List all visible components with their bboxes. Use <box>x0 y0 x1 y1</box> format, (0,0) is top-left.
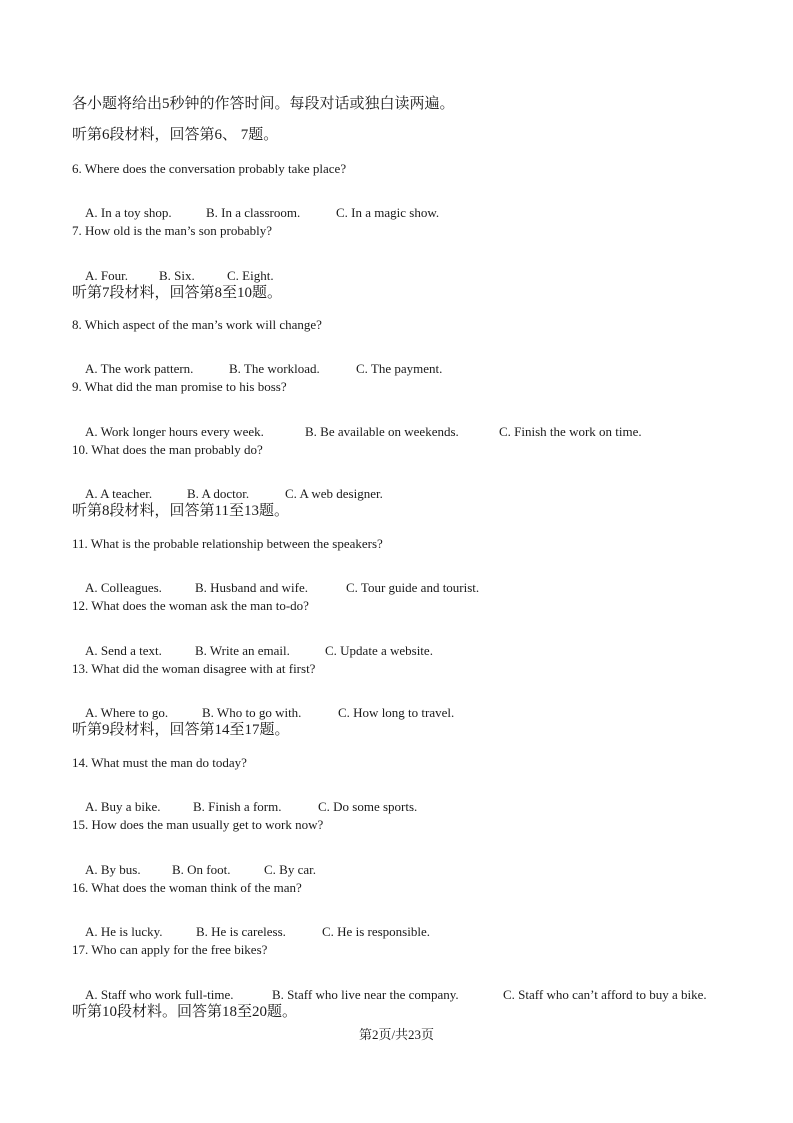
option-c: C. He is responsible. <box>322 924 430 939</box>
option-b: B. Write an email. <box>195 643 290 658</box>
option-a: A. Buy a bike. <box>85 799 161 814</box>
section-heading: 听第7段材料，回答第8至10题。 <box>72 285 283 301</box>
question: 12. What does the woman ask the man to-do? <box>72 598 309 613</box>
question: 10. What does the man probably do? <box>72 442 263 457</box>
option-c: C. In a magic show. <box>336 205 440 220</box>
option-b: B. Husband and wife. <box>195 580 309 595</box>
question: 17. Who can apply for the free bikes? <box>72 942 268 957</box>
option-a: A. Four. <box>85 268 128 283</box>
question: 7. How old is the man’s son probably? <box>72 223 273 238</box>
option-a: A. The work pattern. <box>85 361 194 376</box>
option-c: C. Tour guide and tourist. <box>346 580 480 595</box>
option-a: A. By bus. <box>85 862 141 877</box>
question: 8. Which aspect of the man’s work will change? <box>72 317 322 332</box>
intro-text: 各小题将给出5秒钟的作答时间。每段对话或独白读两遍。 <box>72 96 455 112</box>
option-a: A. A teacher. <box>85 486 153 501</box>
question: 11. What is the probable relationship between the speakers? <box>72 536 383 551</box>
question: 14. What must the man do today? <box>72 755 247 770</box>
option-a: A. Colleagues. <box>85 580 162 595</box>
option-b: B. Staff who live near the company. <box>272 987 459 1002</box>
option-c: C. A web designer. <box>285 486 383 501</box>
option-c: C. Finish the work on time. <box>499 424 642 439</box>
option-a: A. In a toy shop. <box>85 205 172 220</box>
option-b: B. Finish a form. <box>193 799 282 814</box>
option-b: B. In a classroom. <box>206 205 301 220</box>
page-footer: 第2页/共23页 <box>358 1027 435 1042</box>
question: 6. Where does the conversation probably take place? <box>72 161 347 176</box>
option-c: C. Eight. <box>227 268 274 283</box>
option-b: B. He is careless. <box>196 924 286 939</box>
option-c: C. Staff who can’t afford to buy a bike. <box>503 987 707 1002</box>
option-b: B. Be available on weekends. <box>305 424 459 439</box>
section-heading: 听第8段材料，回答第11至13题。 <box>72 503 289 519</box>
section-heading: 听第10段材料。回答第18至20题。 <box>72 1004 298 1020</box>
question: 16. What does the woman think of the man? <box>72 880 302 895</box>
option-b: B. On foot. <box>172 862 231 877</box>
question: 15. How does the man usually get to work now? <box>72 817 324 832</box>
question: 9. What did the man promise to his boss? <box>72 379 287 394</box>
option-a: A. Where to go. <box>85 705 169 720</box>
option-c: C. Do some sports. <box>318 799 418 814</box>
option-b: B. Six. <box>159 268 195 283</box>
option-b: B. A doctor. <box>187 486 250 501</box>
option-c: C. Update a website. <box>325 643 433 658</box>
option-a: A. He is lucky. <box>85 924 163 939</box>
option-a: A. Work longer hours every week. <box>85 424 264 439</box>
question: 13. What did the woman disagree with at first? <box>72 661 316 676</box>
option-c: C. The payment. <box>356 361 443 376</box>
option-c: C. By car. <box>264 862 316 877</box>
option-b: B. Who to go with. <box>202 705 302 720</box>
option-a: A. Staff who work full-time. <box>85 987 234 1002</box>
section-heading: 听第9段材料，回答第14至17题。 <box>72 722 290 738</box>
section-heading: 听第6段材料，回答第6、 7题。 <box>72 127 279 143</box>
option-b: B. The workload. <box>229 361 320 376</box>
option-c: C. How long to travel. <box>338 705 455 720</box>
option-a: A. Send a text. <box>85 643 162 658</box>
